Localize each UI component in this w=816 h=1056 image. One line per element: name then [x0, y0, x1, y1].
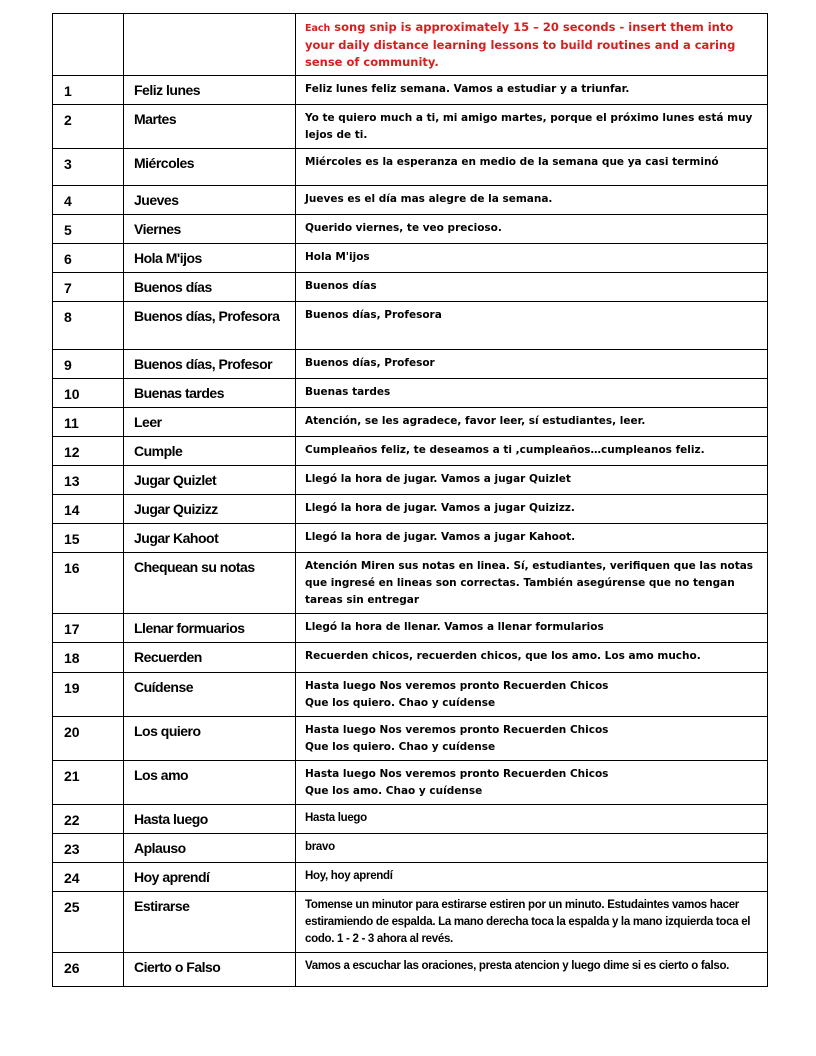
song-lyric: Llegó la hora de jugar. Vamos a jugar Kahoot.: [305, 531, 576, 543]
song-lyric: Buenas tardes: [305, 386, 391, 398]
song-name: Hasta luego: [134, 811, 208, 827]
row-number-cell: [53, 524, 124, 553]
song-lyric: Feliz lunes feliz semana. Vamos a estudiar y a triunfar.: [305, 83, 630, 95]
row-number: 13: [64, 473, 80, 489]
song-name-cell: [124, 466, 296, 495]
song-lyric-cell: [296, 892, 768, 953]
row-number: 6: [64, 251, 72, 267]
song-lyric-cell: [296, 466, 768, 495]
table-row: [53, 892, 768, 953]
row-number-cell: [53, 437, 124, 466]
row-number: 11: [64, 415, 79, 431]
song-lyric-cell: [296, 244, 768, 273]
row-number: 18: [64, 650, 80, 666]
table-row: [53, 717, 768, 761]
table-row: [53, 105, 768, 149]
song-lyric-cell: [296, 761, 768, 805]
song-name-cell: [124, 244, 296, 273]
song-lyric-cell: [296, 149, 768, 186]
row-number: 9: [64, 357, 72, 373]
row-number: 16: [64, 560, 80, 576]
row-number-cell: [53, 302, 124, 350]
song-lyric: bravo: [305, 841, 335, 853]
song-name-cell: [124, 186, 296, 215]
song-name-cell: [124, 673, 296, 717]
song-lyric: Llegó la hora de llenar. Vamos a llenar formularios: [305, 621, 604, 633]
row-number-cell: [53, 350, 124, 379]
song-lyric-cell: [296, 524, 768, 553]
table-row: [53, 244, 768, 273]
song-lyric: Llegó la hora de jugar. Vamos a jugar Quizizz.: [305, 502, 575, 514]
song-lyric: Recuerden chicos, recuerden chicos, que los amo. Los amo mucho.: [305, 650, 701, 662]
song-name: Aplauso: [134, 840, 186, 856]
song-lyric: Hola M'ijos: [305, 251, 370, 263]
row-number: 5: [64, 222, 72, 238]
song-lyric: Yo te quiero much a ti, mi amigo martes, porque el próximo lunes está muy lejos de ti.: [305, 112, 753, 141]
song-name: Buenos días, Profesor: [134, 356, 273, 372]
row-number-cell: [53, 953, 124, 987]
song-name: Jugar Kahoot: [134, 530, 219, 546]
header-row: [53, 14, 768, 76]
row-number-cell: [53, 105, 124, 149]
song-name-cell: [124, 379, 296, 408]
song-lyric: Hoy, hoy aprendí: [305, 870, 393, 882]
song-name: Los amo: [134, 767, 189, 783]
song-name-cell: [124, 495, 296, 524]
row-number-cell: [53, 863, 124, 892]
song-name: Buenas tardes: [134, 385, 224, 401]
row-number-cell: [53, 408, 124, 437]
row-number-cell: [53, 614, 124, 643]
header-note: [296, 14, 767, 75]
header-name-cell: [124, 14, 296, 76]
song-name: Los quiero: [134, 723, 201, 739]
table-row: [53, 149, 768, 186]
row-number-cell: [53, 553, 124, 614]
row-number: 17: [64, 621, 80, 637]
song-lyric: Vamos a escuchar las oraciones, presta atencion y luego dime si es cierto o falso.: [305, 960, 730, 972]
song-lyric-cell: [296, 437, 768, 466]
song-name: Leer: [134, 414, 162, 430]
table-row: [53, 614, 768, 643]
table-row: [53, 643, 768, 673]
song-lyric-cell: [296, 673, 768, 717]
header-note-cell: [296, 14, 768, 76]
row-number: 4: [64, 193, 72, 209]
song-name-cell: [124, 215, 296, 244]
song-name: Viernes: [134, 221, 181, 237]
song-name: Cierto o Falso: [134, 959, 221, 975]
song-name-cell: [124, 105, 296, 149]
song-lyric: Buenos días: [305, 280, 377, 292]
song-name: Cuídense: [134, 679, 194, 695]
header-num-cell: [53, 14, 124, 76]
table-row: [53, 953, 768, 987]
song-name-cell: [124, 76, 296, 105]
song-lyric: Hasta luego: [305, 812, 367, 824]
song-lyric: Querido viernes, te veo precioso.: [305, 222, 502, 234]
table-row: [53, 466, 768, 495]
row-number: 21: [64, 768, 80, 784]
table-row: [53, 524, 768, 553]
row-number: 25: [64, 899, 80, 915]
song-lyric: Hasta luego Nos veremos pronto Recuerden Chicos Que los quiero. Chao y cuídense: [305, 724, 609, 753]
row-number: 8: [64, 309, 72, 325]
song-name: Estirarse: [134, 898, 190, 914]
song-name-cell: [124, 717, 296, 761]
song-lyric: Jueves es el día mas alegre de la semana.: [305, 193, 553, 205]
table-row: [53, 673, 768, 717]
table-row: [53, 350, 768, 379]
row-number-cell: [53, 379, 124, 408]
song-lyric: Llegó la hora de jugar. Vamos a jugar Quizlet: [305, 473, 571, 485]
song-lyric: Cumpleaños feliz, te deseamos a ti ,cumpleaños…cumpleanos feliz.: [305, 444, 705, 456]
song-lyric-cell: [296, 614, 768, 643]
song-name: Buenos días, Profesora: [134, 308, 280, 324]
row-number-cell: [53, 466, 124, 495]
row-number-cell: [53, 717, 124, 761]
song-name-cell: [124, 953, 296, 987]
row-number: 7: [64, 280, 72, 296]
row-number-cell: [53, 643, 124, 673]
song-name: Chequean su notas: [134, 559, 255, 575]
song-name: Feliz lunes: [134, 82, 201, 98]
table-row: [53, 273, 768, 302]
table-row: [53, 76, 768, 105]
row-number: 15: [64, 531, 80, 547]
song-lyric-cell: [296, 408, 768, 437]
table-row: [53, 805, 768, 834]
row-number-cell: [53, 673, 124, 717]
header-note-lead: Each: [305, 23, 331, 34]
song-lyric: Miércoles es la esperanza en medio de la semana que ya casi terminó: [305, 156, 719, 168]
song-name-cell: [124, 553, 296, 614]
song-name: Martes: [134, 111, 177, 127]
song-name-cell: [124, 834, 296, 863]
song-name-cell: [124, 643, 296, 673]
song-name: Recuerden: [134, 649, 202, 665]
row-number-cell: [53, 149, 124, 186]
row-number-cell: [53, 215, 124, 244]
song-name-cell: [124, 524, 296, 553]
song-lyric: Atención, se les agradece, favor leer, sí estudiantes, leer.: [305, 415, 646, 427]
song-lyric: Buenos días, Profesor: [305, 357, 435, 369]
table-row: [53, 408, 768, 437]
song-name: Llenar formuarios: [134, 620, 245, 636]
song-name: Jueves: [134, 192, 179, 208]
song-name-cell: [124, 614, 296, 643]
row-number: 3: [64, 156, 72, 172]
row-number: 1: [64, 83, 72, 99]
row-number: 23: [64, 841, 80, 857]
row-number-cell: [53, 76, 124, 105]
song-name: Cumple: [134, 443, 183, 459]
song-lyric: Buenos días, Profesora: [305, 309, 442, 321]
row-number: 2: [64, 112, 72, 128]
row-number: 10: [64, 386, 80, 402]
row-number-cell: [53, 186, 124, 215]
song-name-cell: [124, 149, 296, 186]
song-name-cell: [124, 892, 296, 953]
row-number: 24: [64, 870, 80, 886]
header-note-text: song snip is approximately 15 – 20 seconds - insert them into your daily distance learning lessons to build routines and a caring sense of community.: [305, 20, 736, 69]
song-name-cell: [124, 302, 296, 350]
table-row: [53, 761, 768, 805]
row-number-cell: [53, 892, 124, 953]
song-name: Jugar Quizlet: [134, 472, 217, 488]
row-number-cell: [53, 244, 124, 273]
song-lyric-cell: [296, 215, 768, 244]
song-lyric: Hasta luego Nos veremos pronto Recuerden Chicos Que los quiero. Chao y cuídense: [305, 680, 609, 709]
row-number-cell: [53, 834, 124, 863]
table-row: [53, 834, 768, 863]
table-row: [53, 186, 768, 215]
song-lyric-cell: [296, 105, 768, 149]
song-lyric-cell: [296, 953, 768, 987]
song-lyric-cell: [296, 273, 768, 302]
song-lyric-cell: [296, 863, 768, 892]
song-name-cell: [124, 863, 296, 892]
song-name: Miércoles: [134, 155, 195, 171]
song-name: Hoy aprendí: [134, 869, 210, 885]
row-number-cell: [53, 273, 124, 302]
song-lyric-cell: [296, 643, 768, 673]
row-number: 22: [64, 812, 80, 828]
table-row: [53, 379, 768, 408]
row-number: 26: [64, 960, 80, 976]
song-lyric-cell: [296, 834, 768, 863]
row-number: 19: [64, 680, 80, 696]
song-lyric-cell: [296, 186, 768, 215]
song-name: Buenos días: [134, 279, 212, 295]
table-row: [53, 437, 768, 466]
song-lyric: Tomense un minutor para estirarse estiren por un minuto. Estudaintes vamos hacer estiramiendo de espalda. La mano derecha toca la espalda y la mano izquierda toca el codo. 1 - 2 - 3 ahora al revés.: [305, 899, 751, 945]
table-row: [53, 553, 768, 614]
song-table: [52, 13, 768, 987]
song-lyric-cell: [296, 379, 768, 408]
table-row: [53, 302, 768, 350]
table-row: [53, 495, 768, 524]
table-row: [53, 863, 768, 892]
song-name-cell: [124, 350, 296, 379]
song-lyric-cell: [296, 350, 768, 379]
song-name-cell: [124, 761, 296, 805]
song-lyric-cell: [296, 717, 768, 761]
row-number: 20: [64, 724, 80, 740]
song-name: Jugar Quizizz: [134, 501, 218, 517]
row-number: 14: [64, 502, 80, 518]
table-row: [53, 215, 768, 244]
row-number: 12: [64, 444, 80, 460]
row-number-cell: [53, 495, 124, 524]
song-name-cell: [124, 408, 296, 437]
song-lyric-cell: [296, 76, 768, 105]
song-lyric: Hasta luego Nos veremos pronto Recuerden Chicos Que los amo. Chao y cuídense: [305, 768, 609, 797]
song-lyric-cell: [296, 805, 768, 834]
row-number-cell: [53, 761, 124, 805]
row-number-cell: [53, 805, 124, 834]
song-name: Hola M'ijos: [134, 250, 202, 266]
song-lyric-cell: [296, 302, 768, 350]
song-name-cell: [124, 805, 296, 834]
song-name-cell: [124, 273, 296, 302]
song-lyric-cell: [296, 495, 768, 524]
song-name-cell: [124, 437, 296, 466]
song-lyric: Atención Miren sus notas en linea. Sí, estudiantes, verifiquen que las notas que ingresé en lineas son correctas. También asegúrense que no tengan tareas sin entregar: [305, 560, 754, 606]
song-lyric-cell: [296, 553, 768, 614]
